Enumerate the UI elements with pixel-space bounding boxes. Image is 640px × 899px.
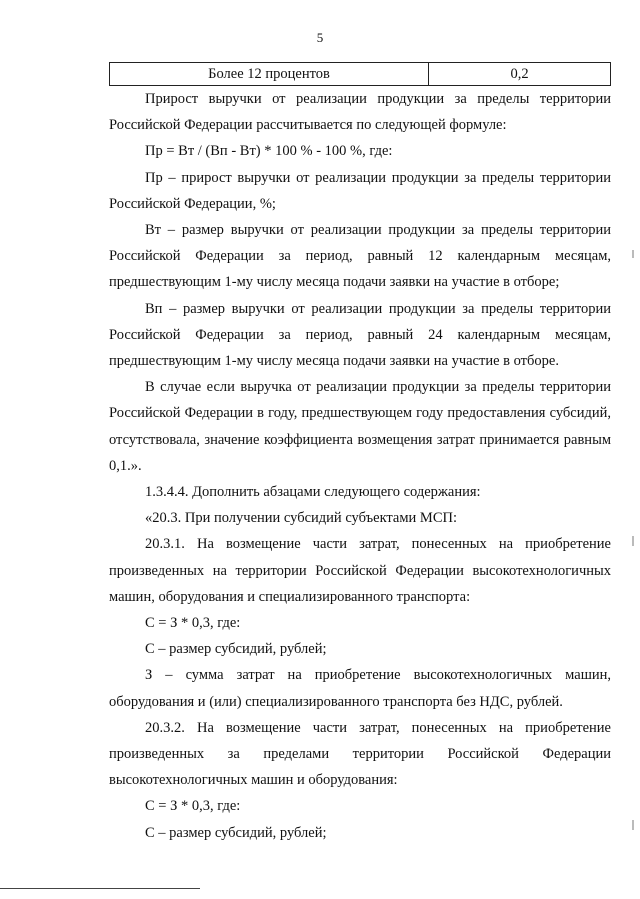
scan-artifact xyxy=(632,250,634,258)
paragraph: Вт – размер выручки от реализации продукции за пределы территории Российской Федерации за период, равный 12 календарным месяцам, предшествующим 1-му числу месяца подачи заявки на участие в отборе; xyxy=(109,222,611,291)
formula-paragraph: С = З * 0,3, где: xyxy=(145,615,241,632)
paragraph: С – размер субсидий, рублей; xyxy=(145,641,327,658)
paragraph: З – сумма затрат на приобретение высокотехнологичных машин, оборудования и (или) специализированного транспорта без НДС, рублей. xyxy=(109,667,611,710)
paragraph: 20.3.2. На возмещение части затрат, понесенных на приобретение произведенных за пределами территории Российской Федерации высокотехнологичных машин и оборудования: xyxy=(109,719,611,789)
table-cell-condition: Более 12 процентов xyxy=(110,63,429,86)
paragraph: С – размер субсидий, рублей; xyxy=(145,824,327,841)
paragraph: «20.3. При получении субсидий субъектами МСП: xyxy=(145,510,457,527)
table-row xyxy=(110,63,611,86)
formula-paragraph: С = З * 0,3, где: xyxy=(145,798,241,815)
table-cell-value: 0,2 xyxy=(429,63,611,86)
scan-artifact xyxy=(632,820,634,830)
paragraph: Вп – размер выручки от реализации продукции за пределы территории Российской Федерации за период, равный 24 календарным месяцам, предшествующим 1-му числу месяца подачи заявки на участие в отборе. xyxy=(109,300,611,370)
formula-paragraph: Пр = Вт / (Вп - Вт) * 100 % - 100 %, где: xyxy=(145,143,393,160)
coefficient-table xyxy=(109,62,611,86)
page-number: 5 xyxy=(316,30,324,45)
paragraph: Пр – прирост выручки от реализации продукции за пределы территории Российской Федерации, %; xyxy=(109,169,611,212)
paragraph: Прирост выручки от реализации продукции за пределы территории Российской Федерации рассчитывается по следующей формуле: xyxy=(109,91,611,134)
paragraph: 1.3.4.4. Дополнить абзацами следующего содержания: xyxy=(145,484,481,501)
paragraph: В случае если выручка от реализации продукции за пределы территории Российской Федерации в году, предшествующем году предоставления субсидий, отсутствовала, значение коэффициента возмещения затрат принимается равным 0,1.». xyxy=(109,379,611,474)
document-body xyxy=(109,86,611,846)
footer-divider xyxy=(0,888,200,889)
scan-artifact xyxy=(632,536,634,546)
paragraph: 20.3.1. На возмещение части затрат, понесенных на приобретение произведенных на территории Российской Федерации высокотехнологичных машин, оборудования и специализированного транспорта: xyxy=(109,536,611,605)
